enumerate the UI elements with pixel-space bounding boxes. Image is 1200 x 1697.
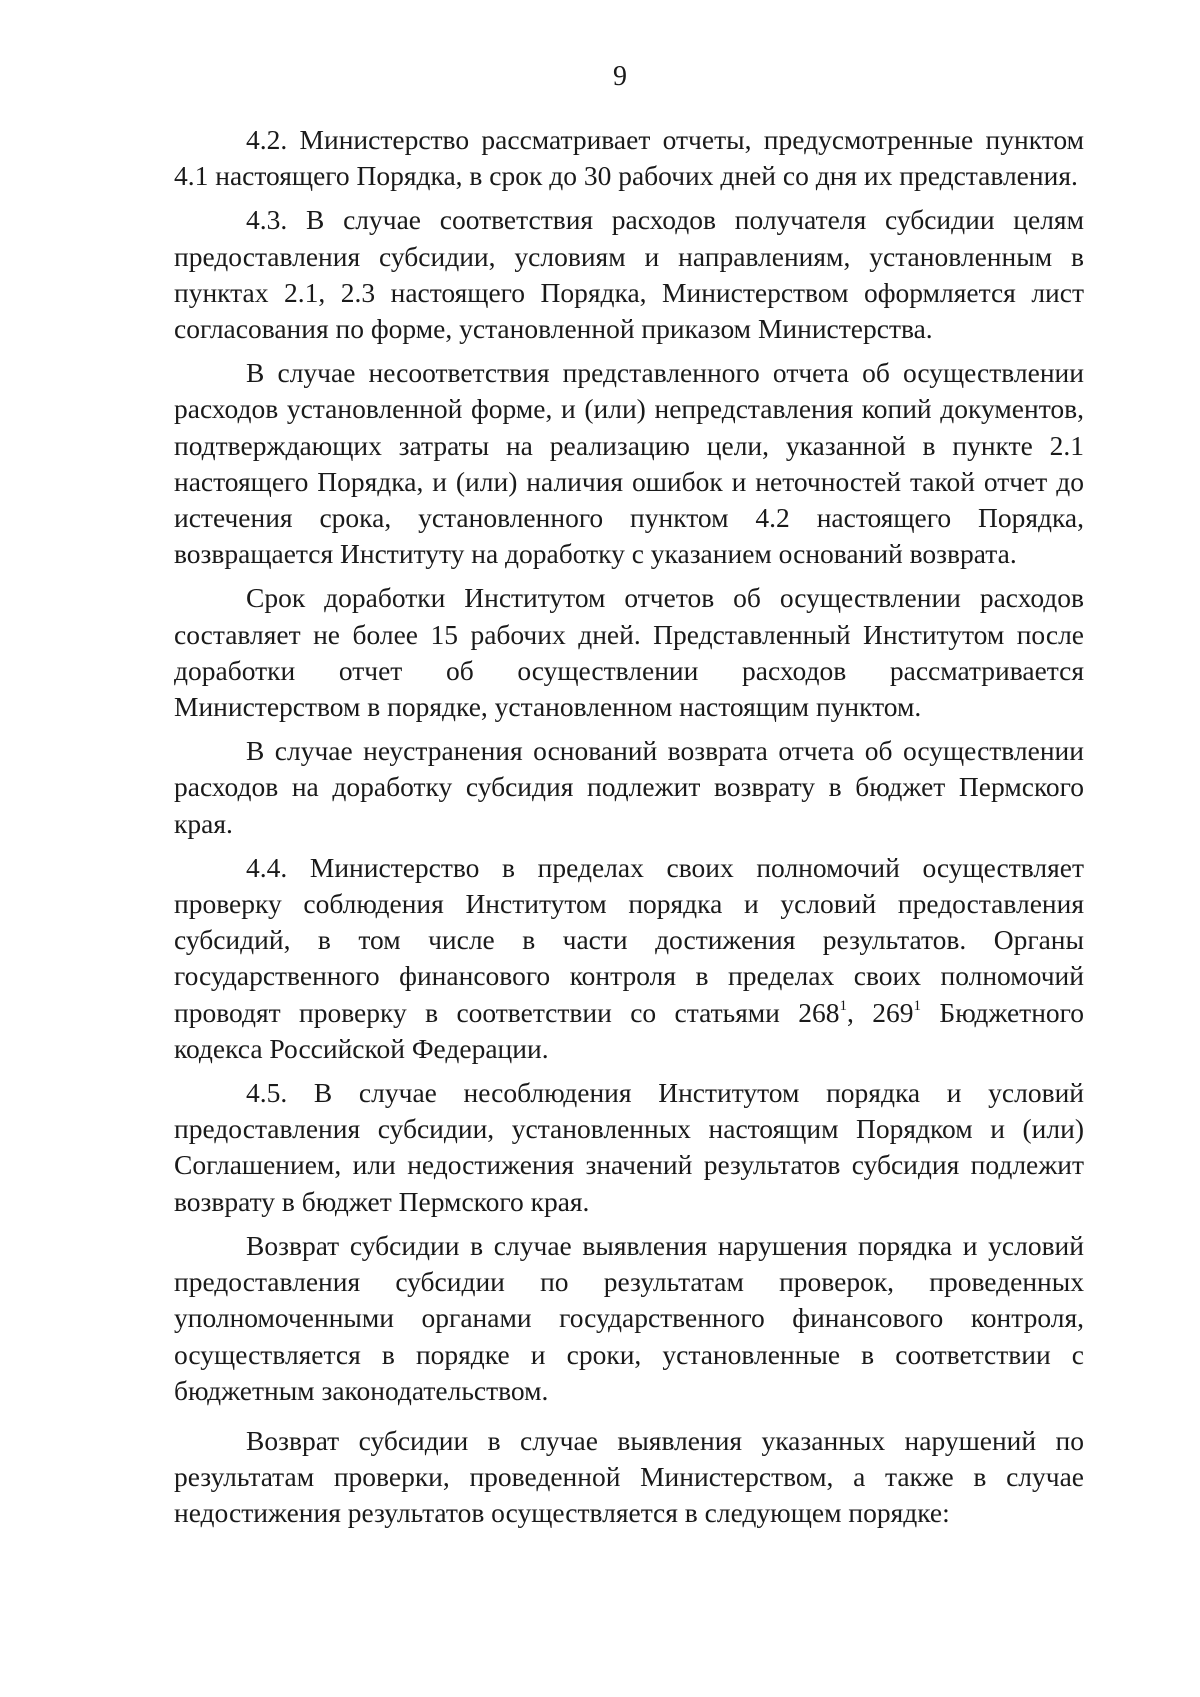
paragraph-4-2: 4.2. Министерство рассматривает отчеты, предусмотренные пунктом 4.1 настоящего Порядка, в срок до 30 рабочих дней со дня их представления. [174, 124, 1084, 192]
superscript-268: 1 [839, 997, 848, 1014]
superscript-269: 1 [913, 997, 922, 1014]
document-body [174, 122, 1084, 1532]
paragraph-4-3: 4.3. В случае соответствия расходов получателя субсидии целям предоставления субсидии, условиям и направлениям, установленным в пунктах 2.1, 2.3 настоящего Порядка, Министерством оформляется лист согласования по форме, установленной приказом Министерства. [174, 204, 1084, 345]
paragraph-refund-unresolved: В случае неустранения оснований возврата отчета об осуществлении расходов на доработку субсидия подлежит возврату в бюджет Пермского края. [174, 735, 1084, 839]
paragraph-revision-deadline: Срок доработки Институтом отчетов об осуществлении расходов составляет не более 15 рабочих дней. Представленный Институтом после доработки отчет об осуществлении расходов рассматривается Министерством в порядке, установленном настоящим пунктом. [174, 582, 1084, 723]
paragraph-4-4-text-after: Бюджетного кодекса Российской Федерации. [174, 996, 1085, 1064]
page-number: 9 [613, 61, 627, 92]
paragraph-4-4 [174, 850, 1084, 1067]
paragraph-4-4-text-middle: , 269 [847, 996, 914, 1028]
paragraph-4-5: 4.5. В случае несоблюдения Институтом порядка и условий предоставления субсидии, установленных настоящим Порядком и (или) Соглашением, или недостижения значений результатов субсидия подлежит возврату в бюджет Пермского края. [174, 1077, 1084, 1217]
paragraph-refund-control: Возврат субсидии в случае выявления нарушения порядка и условий предоставления субсидии по результатам проверок, проведенных уполномоченными органами государственного финансового контроля, осуществляется в порядке и сроки, установленные в соответствии с бюджетным законодательством. [174, 1229, 1084, 1406]
paragraph-report-mismatch: В случае несоответствия представленного отчета об осуществлении расходов установленной форме, и (или) непредставления копий документов, подтверждающих затраты на реализацию цели, указанной в пункте 2.1 настоящего Порядка, и (или) наличия ошибок и неточностей такой отчет до истечения срока, установленного пунктом 4.2 настоящего Порядка, возвращается Институту на доработку с указанием оснований возврата. [174, 357, 1084, 570]
paragraph-refund-ministry: Возврат субсидии в случае выявления указанных нарушений по результатам проверки, проведенной Министерством, а также в случае недостижения результатов осуществляется в следующем порядке: [174, 1424, 1084, 1529]
paragraph-4-4-text-before: 4.4. Министерство в пределах своих полномочий осуществляет проверку соблюдения Институтом порядка и условий предоставления субсидий, в том числе в части достижения результатов. Органы государственного финансового контроля в пределах своих полномочий проводят проверку в соответствии со статьями 268 [174, 851, 1084, 1028]
